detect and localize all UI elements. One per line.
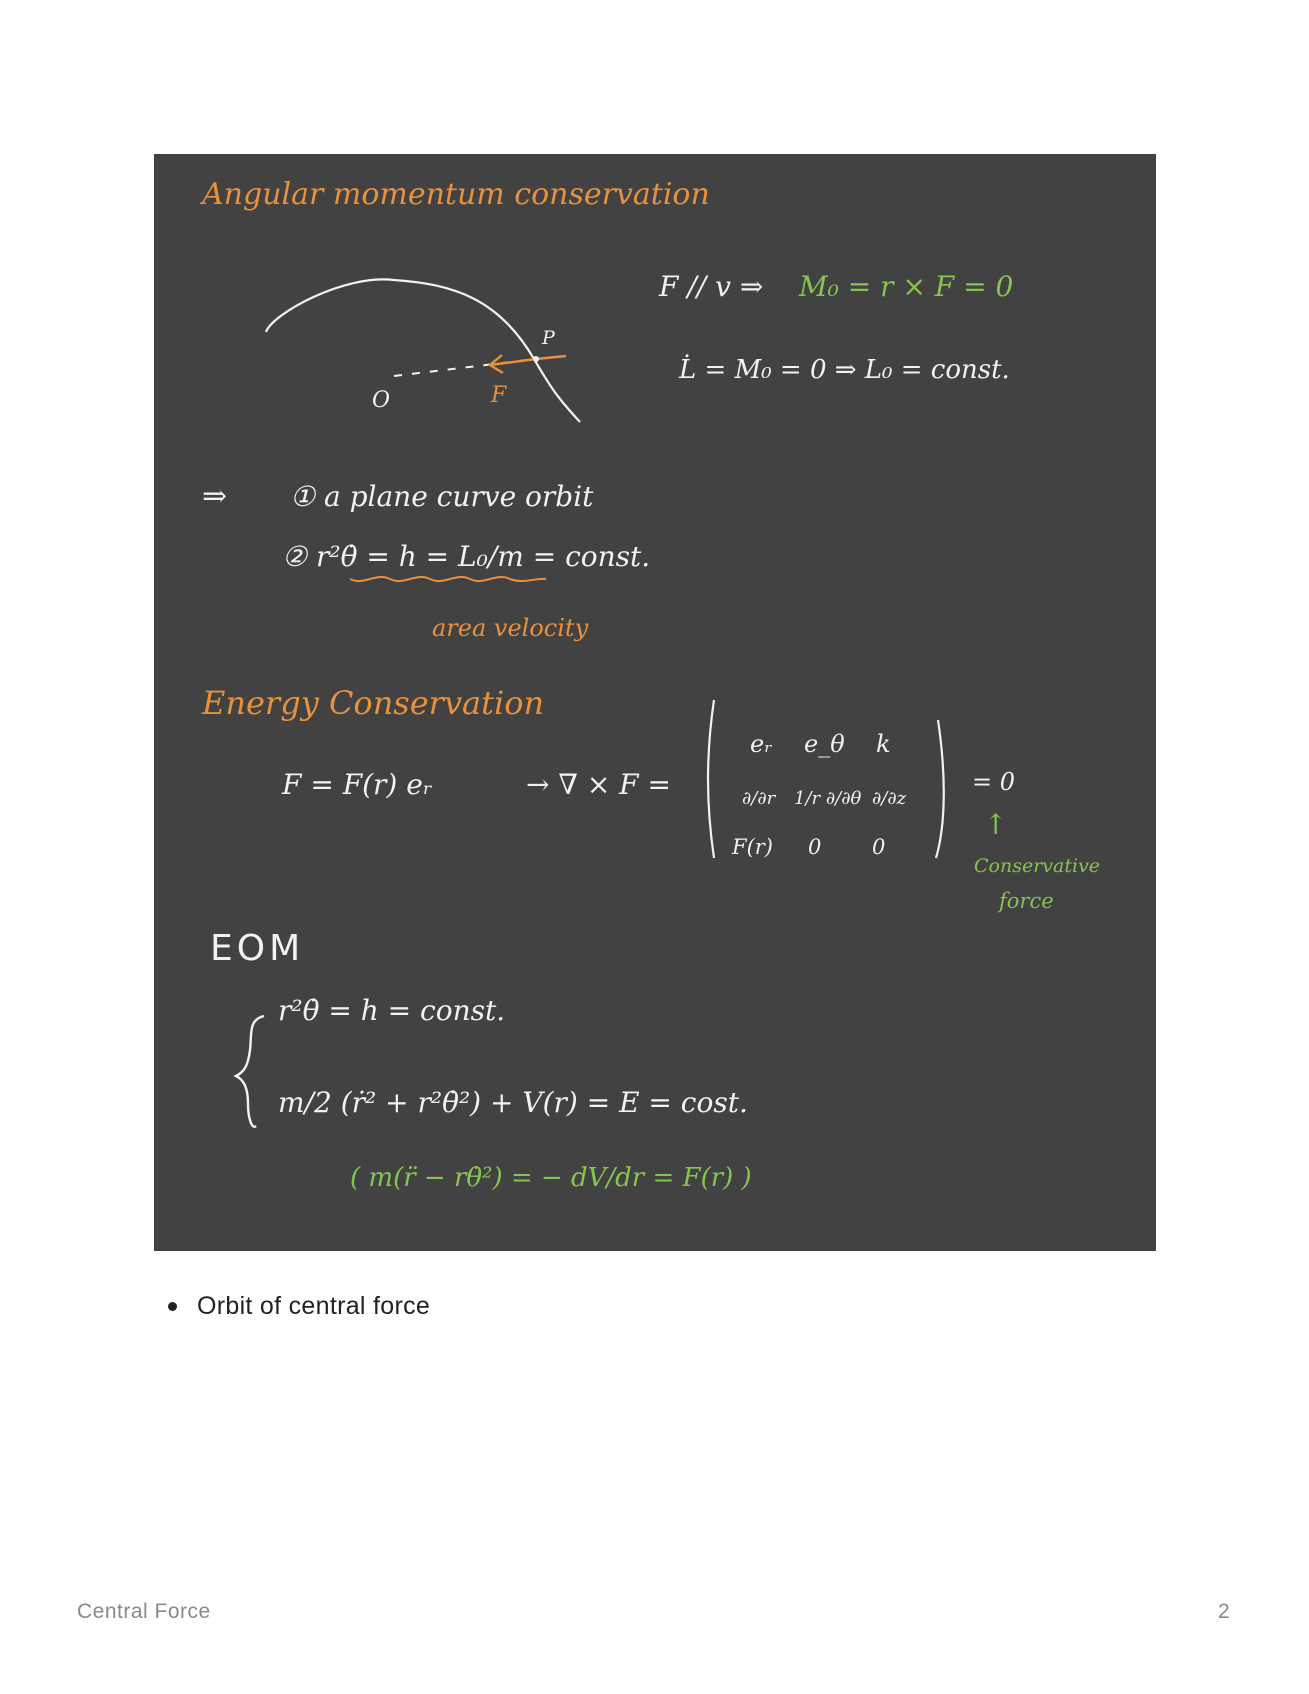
eom-eq1: r²θ̇ = h = const. — [278, 994, 506, 1027]
eom-heading: EOM — [210, 928, 305, 969]
bullet-dot — [168, 1302, 177, 1311]
matrix-r2-c1: ∂/∂r — [742, 788, 776, 809]
angular-heading: Angular momentum conservation — [202, 177, 710, 212]
bullet-item — [168, 1292, 430, 1321]
matrix-r1-c1: eᵣ — [750, 730, 773, 758]
force-label: F — [491, 383, 507, 408]
wavy-underline — [350, 577, 546, 581]
eq-curl: → ∇ × F = — [526, 768, 671, 801]
matrix-r1-c3: k — [876, 730, 891, 758]
green-up-arrow: ↑ — [984, 808, 1008, 841]
footer-title: Central Force — [77, 1600, 211, 1623]
conservative-note-line2: force — [999, 889, 1054, 913]
point-p-label: P — [542, 327, 555, 349]
eq-f-parallel-v: F // v ⇒ — [659, 270, 764, 303]
det-left-bar — [708, 700, 714, 858]
item-area-velocity-eq: ② r²θ̇ = h = L₀/m = const. — [282, 540, 651, 573]
matrix-r3-c1: F(r) — [732, 835, 773, 859]
eq-angular-momentum-const: L̇ = M₀ = 0 ⇒ L₀ = const. — [679, 355, 1010, 385]
area-velocity-note: area velocity — [432, 614, 589, 642]
matrix-r1-c2: e_θ — [804, 730, 845, 758]
point-o-label: O — [372, 388, 391, 413]
eom-eq2: m/2 (ṙ² + r²θ̇²) + V(r) = E = cost. — [278, 1086, 748, 1119]
handwritten-note-board — [154, 154, 1156, 1251]
matrix-r2-c3: ∂/∂z — [872, 788, 907, 809]
orbit-curve — [266, 279, 580, 422]
matrix-r3-c2: 0 — [808, 835, 822, 859]
note-canvas — [154, 154, 1156, 1251]
point-p-dot — [533, 356, 539, 362]
page-number: 2 — [1218, 1600, 1230, 1623]
curl-zero-result: = 0 — [972, 768, 1016, 796]
implies-arrow: ⇒ — [202, 479, 228, 514]
energy-heading: Energy Conservation — [202, 684, 545, 722]
system-brace — [236, 1016, 264, 1127]
bullet-text: Orbit of central force — [197, 1292, 431, 1320]
eom-eq3: ( m(r̈ − rθ̇²) = − dV/dr = F(r) ) — [350, 1163, 752, 1193]
eq-moment-zero: M₀ = r × F = 0 — [799, 270, 1014, 303]
eq-central-force: F = F(r) eᵣ — [282, 768, 433, 801]
item-plane-orbit: ① a plane curve orbit — [290, 480, 594, 513]
matrix-r2-c2: 1/r ∂/∂θ — [794, 788, 862, 809]
force-vector-tail — [536, 356, 566, 359]
matrix-r3-c3: 0 — [872, 835, 886, 859]
conservative-note-line1: Conservative — [974, 855, 1101, 877]
det-right-bar — [936, 720, 944, 858]
